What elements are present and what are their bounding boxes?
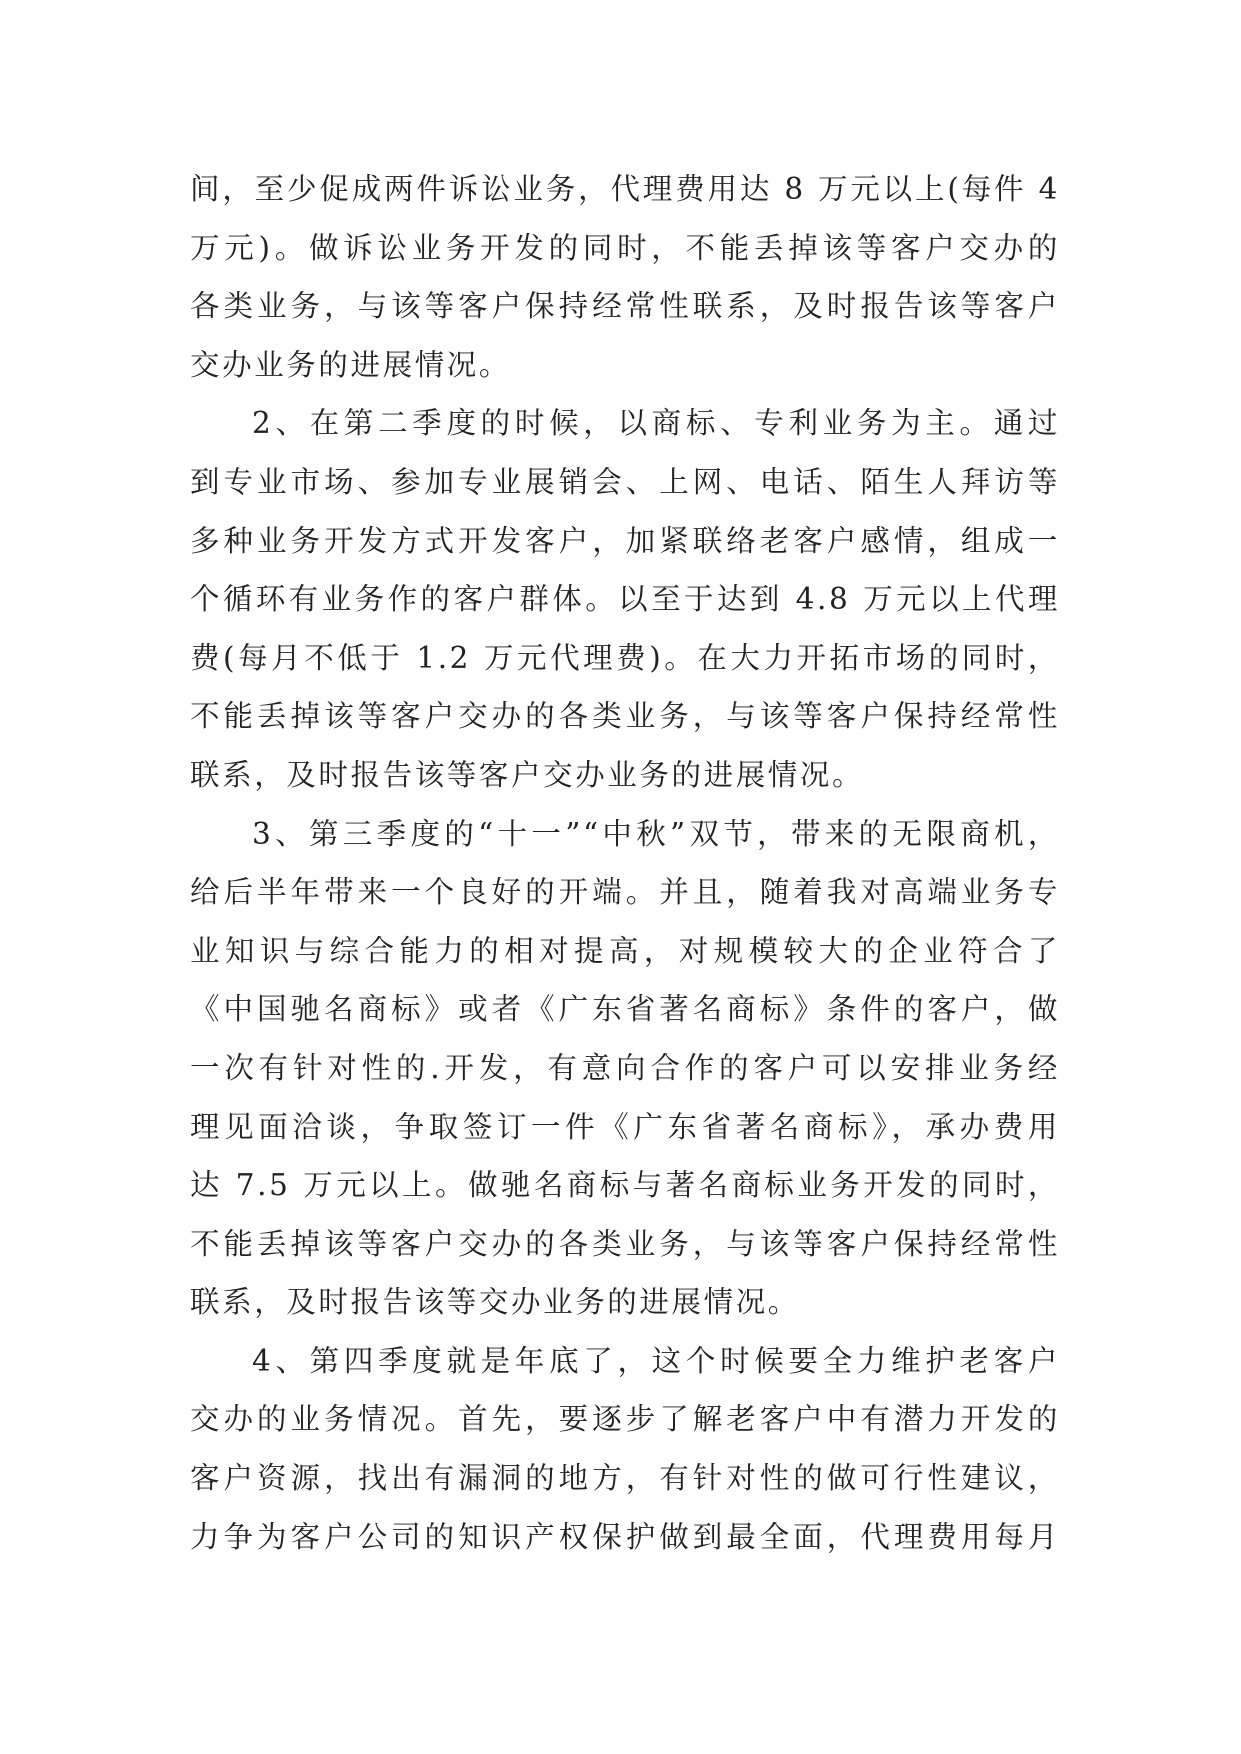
text-line: 一次有针对性的.开发，有意向合作的客户可以安排业务经 (190, 1050, 1060, 1085)
text-line: 到专业市场、参加专业展销会、上网、电话、陌生人拜访等 (190, 464, 1060, 499)
text-line: 2、在第二季度的时候，以商标、专利业务为主。通过 (252, 406, 1060, 441)
text-line: 联系，及时报告该等客户交办业务的进展情况。 (190, 757, 865, 792)
text-line: 不能丢掉该等客户交办的各类业务，与该等客户保持经常性 (190, 699, 1060, 734)
text-line: 4、第四季度就是年底了，这个时候要全力维护老客户 (252, 1343, 1060, 1378)
text-line: 费(每月不低于 1.2 万元代理费)。在大力开拓市场的同时， (190, 640, 1060, 675)
paragraph-1 (190, 160, 1060, 394)
paragraph-3 (190, 805, 1060, 1332)
text-line: 不能丢掉该等客户交办的各类业务，与该等客户保持经常性 (190, 1226, 1060, 1261)
text-line: 业知识与综合能力的相对提高，对规模较大的企业符合了 (190, 933, 1060, 968)
text-line: 间，至少促成两件诉讼业务，代理费用达 8 万元以上(每件 4 (190, 172, 1060, 206)
text-line: 联系，及时报告该等交办业务的进展情况。 (190, 1285, 800, 1320)
text-line: 各类业务，与该等客户保持经常性联系，及时报告该等客户 (190, 289, 1060, 324)
text-line: 给后半年带来一个良好的开端。并且，随着我对高端业务专 (190, 875, 1060, 910)
text-line: 《中国驰名商标》或者《广东省著名商标》条件的客户，做 (190, 992, 1060, 1027)
text-line: 交办业务的进展情况。 (190, 347, 512, 382)
document-body (190, 160, 1060, 1566)
text-line: 力争为客户公司的知识产权保护做到最全面，代理费用每月 (190, 1519, 1060, 1554)
text-line: 客户资源，找出有漏洞的地方，有针对性的做可行性建议， (190, 1461, 1060, 1496)
paragraph-4 (190, 1332, 1060, 1566)
text-line: 多种业务开发方式开发客户，加紧联络老客户感情，组成一 (190, 523, 1060, 558)
text-line: 交办的业务情况。首先，要逐步了解老客户中有潜力开发的 (190, 1402, 1060, 1437)
text-line: 3、第三季度的“十一”“中秋”双节，带来的无限商机， (252, 816, 1060, 851)
text-line: 万元)。做诉讼业务开发的同时，不能丢掉该等客户交办的 (190, 230, 1060, 265)
text-line: 达 7.5 万元以上。做驰名商标与著名商标业务开发的同时， (190, 1168, 1060, 1203)
text-line: 理见面洽谈，争取签订一件《广东省著名商标》，承办费用 (190, 1109, 1060, 1144)
paragraph-2 (190, 394, 1060, 804)
text-line: 个循环有业务作的客户群体。以至于达到 4.8 万元以上代理 (190, 582, 1060, 617)
